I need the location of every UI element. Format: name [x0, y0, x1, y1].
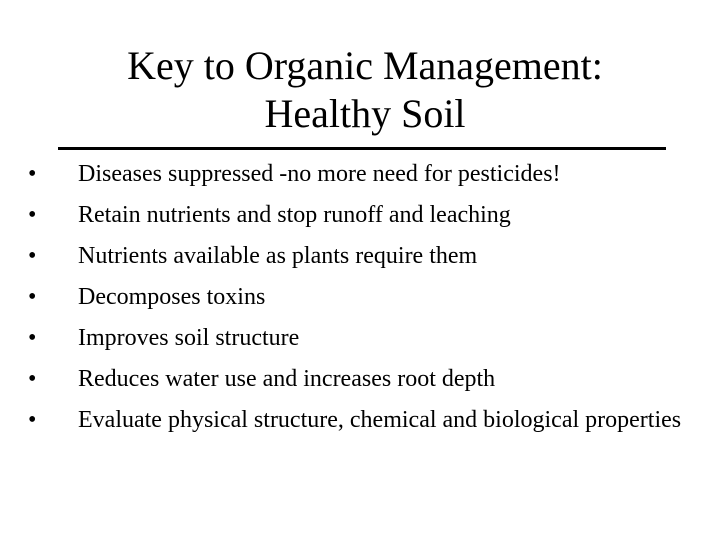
bullet-icon: •	[28, 202, 37, 228]
bullet-item	[28, 201, 688, 230]
bullet-text: Diseases suppressed -no more need for pesticides!	[78, 161, 561, 187]
title-line-1: Key to Organic Management:	[127, 43, 603, 88]
slide-title	[0, 42, 720, 138]
bullet-icon: •	[28, 407, 37, 433]
bullet-text: Decomposes toxins	[78, 284, 266, 310]
bullet-text: Nutrients available as plants require them	[78, 243, 478, 269]
bullet-item	[28, 242, 688, 271]
bullet-text: Retain nutrients and stop runoff and leaching	[78, 202, 511, 228]
bullet-list	[28, 160, 688, 435]
bullet-item	[28, 406, 688, 435]
bullet-item	[28, 365, 688, 394]
bullet-icon: •	[28, 284, 37, 310]
bullet-text: Improves soil structure	[78, 325, 300, 351]
title-line-2: Healthy Soil	[264, 91, 466, 136]
bullet-item	[28, 283, 688, 312]
bullet-item	[28, 160, 688, 189]
bullet-icon: •	[28, 161, 37, 187]
bullet-icon: •	[28, 243, 37, 269]
bullet-icon: •	[28, 325, 37, 351]
title-divider	[58, 147, 666, 150]
bullet-item	[28, 324, 688, 353]
bullet-text: Evaluate physical structure, chemical and biological properties	[78, 407, 682, 433]
bullet-text: Reduces water use and increases root depth	[78, 366, 496, 392]
bullet-icon: •	[28, 366, 37, 392]
